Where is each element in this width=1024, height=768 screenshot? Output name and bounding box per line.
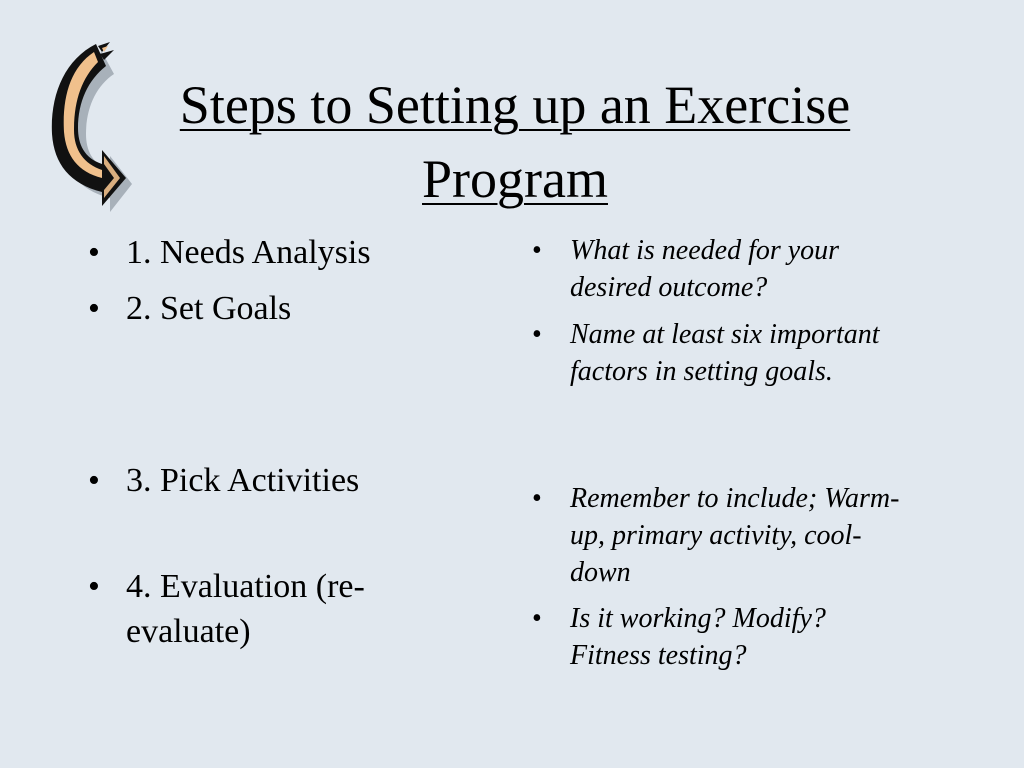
page-title (110, 68, 920, 216)
note-text: Is it working? Modify? Fitness testing? (570, 603, 826, 671)
bullet-icon: • (532, 483, 542, 514)
note-item (532, 600, 912, 674)
step-item (88, 564, 448, 654)
bullet-icon: • (532, 603, 542, 634)
step-item (88, 230, 448, 275)
bullet-icon: • (88, 462, 100, 499)
note-item (532, 316, 912, 390)
note-text: Remember to include; Warm-up, primary activity, cool-down (570, 483, 900, 588)
step-text: 2. Set Goals (126, 290, 292, 327)
step-text: 1. Needs Analysis (126, 234, 371, 271)
title-line-1: Steps to Setting up an Exercise (179, 75, 851, 135)
note-text: Name at least six important factors in setting goals. (570, 319, 880, 387)
note-text: What is needed for your desired outcome? (570, 235, 840, 303)
bullet-icon: • (88, 234, 100, 271)
bullet-icon: • (88, 568, 100, 605)
bullet-icon: • (88, 290, 100, 327)
bullet-icon: • (532, 319, 542, 350)
step-item (88, 458, 448, 503)
note-item (532, 232, 912, 306)
step-text: 3. Pick Activities (126, 462, 360, 499)
title-line-2: Program (422, 149, 608, 209)
bullet-icon: • (532, 235, 542, 266)
note-item (532, 480, 912, 591)
step-text: 4. Evaluation (re-evaluate) (126, 568, 365, 650)
step-item (88, 286, 448, 331)
